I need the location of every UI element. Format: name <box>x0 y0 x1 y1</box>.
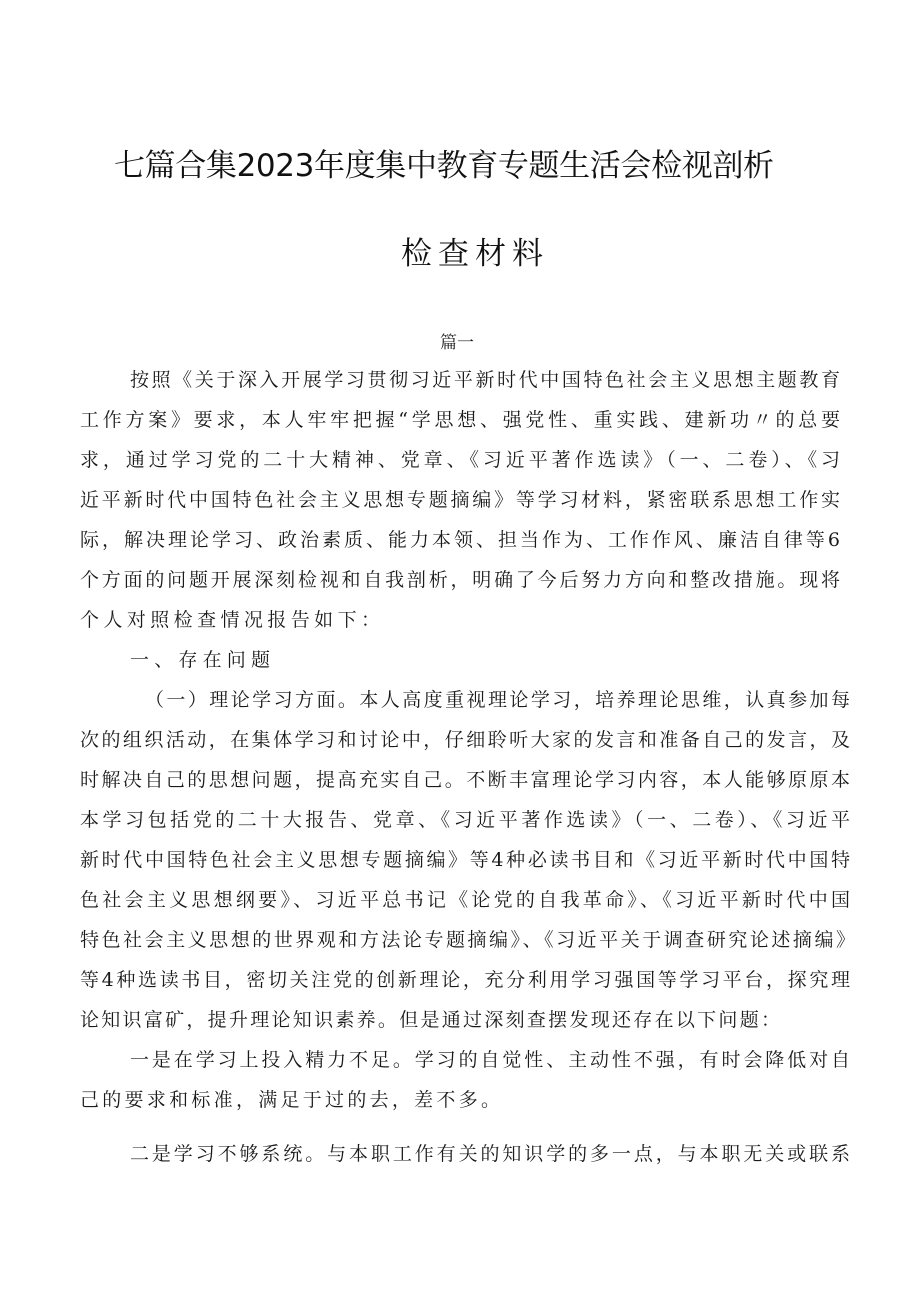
paragraph-line: 等4种选读书目，密切关注党的创新理论，充分利用学习强国等学习平台，探究理 <box>80 969 853 991</box>
paragraph-line: 论知识富矿，提升理论知识素养。但是通过深刻查摆发现还存在以下问题： <box>80 1009 783 1031</box>
paragraph-line: 色社会主义思想纲要》、习近平总书记《论党的自我革命》、《习近平新时代中国 <box>80 889 854 911</box>
paragraph-line: 际，解决理论学习、政治素质、能力本领、担当作为、工作作风、廉洁自律等6 <box>80 529 843 551</box>
paragraph-line: 时解决自己的思想问题，提高充实自己。不断丰富理论学习内容，本人能够原原本 <box>80 769 853 791</box>
paragraph-line: 新时代中国特色社会主义思想专题摘编》等4种必读书目和《习近平新时代中国特 <box>80 849 853 871</box>
paragraph-line: 个方面的问题开展深刻检视和自我剖析，明确了今后努力方向和整改措施。现将 <box>80 569 843 591</box>
paragraph-line: 己的要求和标准，满足于过的去，差不多。 <box>80 1089 504 1111</box>
paragraph-line: （一）理论学习方面。本人高度重视理论学习，培养理论思维，认真参加每 <box>145 689 853 711</box>
paragraph-line: 一是在学习上投入精力不足。学习的自觉性、主动性不强，有时会降低对自 <box>130 1049 853 1071</box>
section-heading: 篇一 <box>440 333 474 353</box>
paragraph-line: 一、存在问题 <box>130 649 276 671</box>
paragraph-line: 次的组织活动，在集体学习和讨论中，仔细聆听大家的发言和准备自己的发言，及 <box>80 729 853 751</box>
paragraph-line: 二是学习不够系统。与本职工作有关的知识学的多一点，与本职无关或联系 <box>130 1143 853 1165</box>
paragraph-line: 求，通过学习党的二十大精神、党章、《习近平著作选读》（一、二卷）、《习 <box>80 449 844 471</box>
paragraph-line: 按照《关于深入开展学习贯彻习近平新时代中国特色社会主义思想主题教育 <box>130 369 843 391</box>
paragraph-line: 工作方案》要求，本人牢牢把握“学思想、强党性、重实践、建新功〃的总要 <box>80 409 844 431</box>
paragraph-line: 个人对照检查情况报告如下： <box>80 609 385 631</box>
document-title-line-1: 七篇合集2023年度集中教育专题生活会检视剖析 <box>114 148 774 184</box>
document-title-line-2: 检查材料 <box>401 236 549 272</box>
paragraph-line: 本学习包括党的二十大报告、党章、《习近平著作选读》（一、二卷）、《习近平 <box>80 809 854 831</box>
paragraph-line: 近平新时代中国特色社会主义思想专题摘编》等学习材料，紧密联系思想工作实 <box>80 489 843 511</box>
paragraph-line: 特色社会主义思想的世界观和方法论专题摘编》、《习近平关于调查研究论述摘编》 <box>80 929 858 951</box>
